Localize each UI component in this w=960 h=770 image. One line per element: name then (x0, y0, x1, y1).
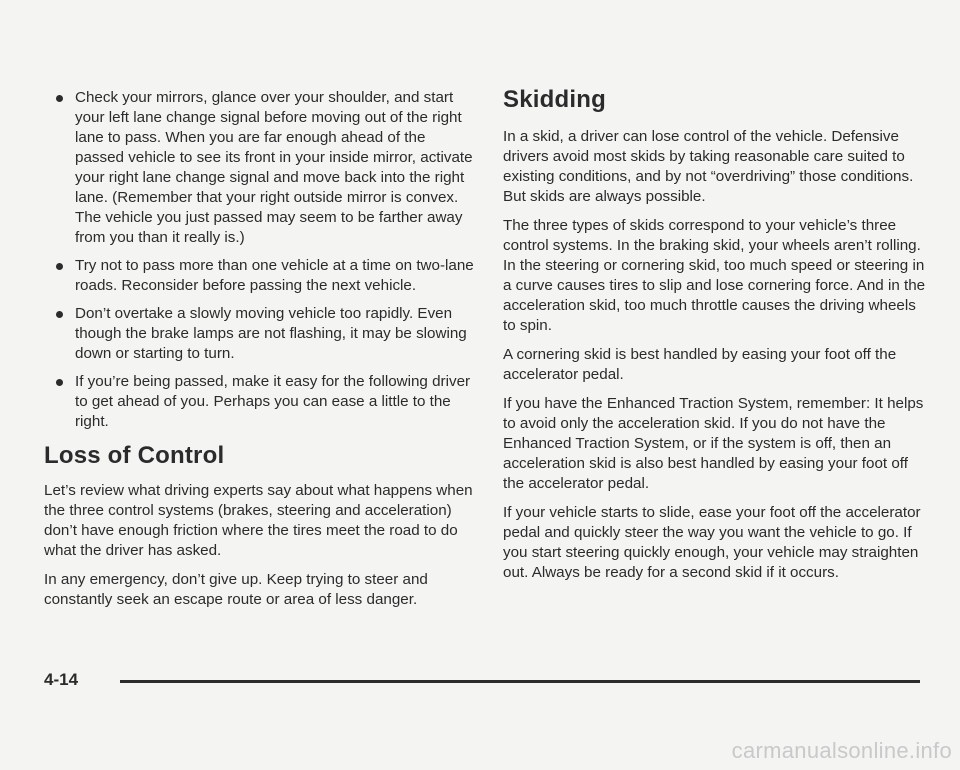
paragraph: If your vehicle starts to slide, ease your foot off the accelerator pedal and quickly steer the way you want the vehicle to go. If you start steering quickly enough, your vehicle may straighten out. Always be ready for a second skid if it occurs. (503, 504, 921, 581)
bullet-icon (56, 263, 63, 270)
paragraph: In any emergency, don’t give up. Keep trying to steer and constantly seek an escape route or area of less danger. (44, 571, 428, 608)
page-number: 4-14 (44, 670, 79, 689)
right-column (503, 86, 928, 592)
list-item (44, 256, 474, 296)
list-item (44, 88, 474, 248)
list-item (44, 372, 474, 432)
list-item-text: Don’t overtake a slowly moving vehicle too rapidly. Even though the brake lamps are not flashing, it may be slowing down or starting to turn. (75, 305, 467, 362)
paragraph: The three types of skids correspond to your vehicle’s three control systems. In the braking skid, your wheels aren’t rolling. In the steering or cornering skid, too much speed or steering in a curve causes tires to slip and lose cornering force. And in the acceleration skid, too much throttle causes the driving wheels to spin. (503, 217, 926, 334)
passing-tips-list (44, 88, 474, 432)
left-column (44, 88, 474, 619)
bullet-icon (56, 95, 63, 102)
section-heading-loss-of-control: Loss of Control (44, 442, 225, 469)
bullet-icon (56, 311, 63, 318)
footer-divider (120, 680, 920, 683)
list-item-text: Check your mirrors, glance over your shoulder, and start your left lane change signal before moving out of the right lane to pass. When you are far enough ahead of the passed vehicle to see its front in your inside mirror, activate your right lane change signal and move back into the right lane. (Remember that your right outside mirror is convex. The vehicle you just passed may seem to be farther away from you than it really is.) (75, 89, 473, 246)
list-item-text: Try not to pass more than one vehicle at a time on two-lane roads. Reconsider before passing the next vehicle. (75, 257, 474, 294)
bullet-icon (56, 379, 63, 386)
list-item (44, 304, 474, 364)
paragraph: Let’s review what driving experts say about what happens when the three control systems (brakes, steering and acceleration) don’t have enough friction where the tires meet the road to do what the driver has asked. (44, 482, 473, 559)
section-heading-skidding: Skidding (503, 86, 606, 113)
list-item-text: If you’re being passed, make it easy for the following driver to get ahead of you. Perhaps you can ease a little to the right. (75, 373, 471, 430)
paragraph: In a skid, a driver can lose control of the vehicle. Defensive drivers avoid most skids by taking reasonable care suited to existing conditions, and by not “overdriving” those conditions. But skids are always possible. (503, 128, 914, 205)
watermark: carmanualsonline.info (731, 738, 952, 763)
paragraph: If you have the Enhanced Traction System, remember: It helps to avoid only the acceleration skid. If you do not have the Enhanced Traction System, or if the system is off, then an acceleration skid is also best handled by easing your foot off the accelerator pedal. (503, 395, 924, 492)
paragraph: A cornering skid is best handled by easing your foot off the accelerator pedal. (503, 346, 897, 383)
